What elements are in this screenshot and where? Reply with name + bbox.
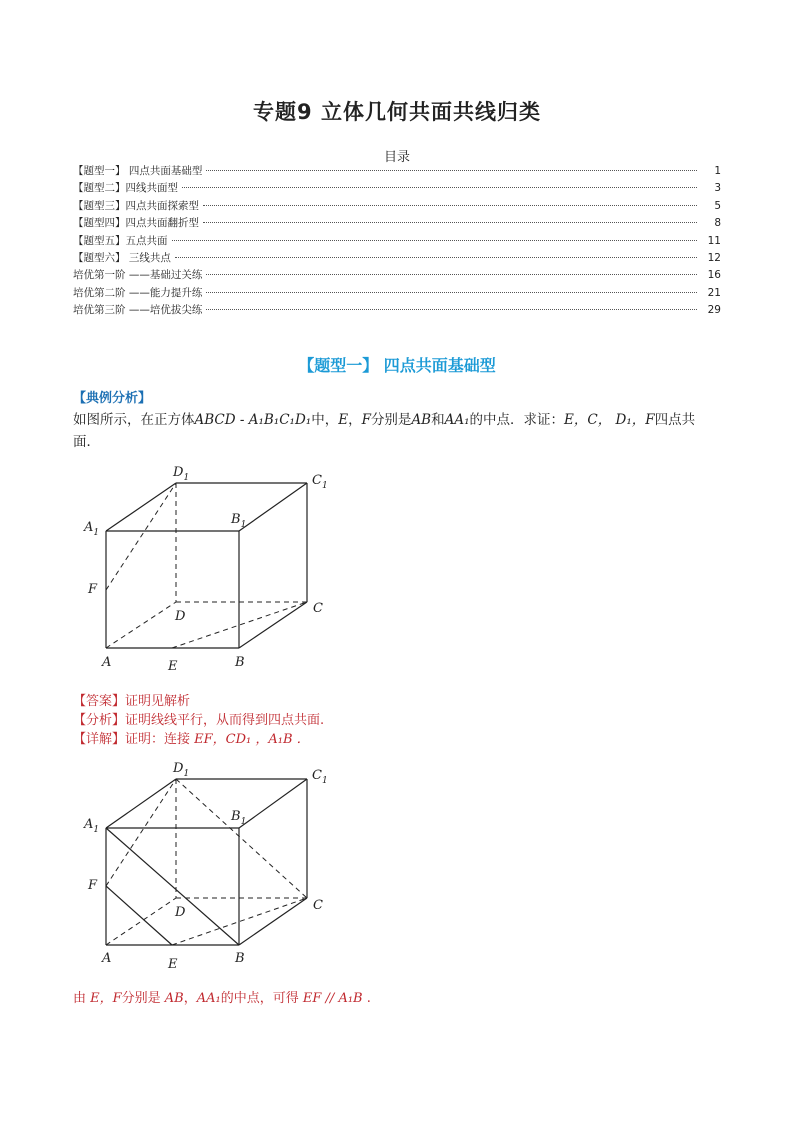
edge-a1d1 [106,779,176,828]
segment-ab: AB [164,991,184,1006]
toc-page: 3 [714,182,721,195]
toc-label: 【题型三】四点共面探索型 [73,199,199,212]
label-e: E [168,659,178,674]
toc-page: 21 [707,286,721,299]
edge-b1c1 [239,779,307,828]
example-heading: 【典例分析】 [73,391,152,406]
point-f: F [361,412,371,428]
toc-row[interactable] [73,180,721,197]
toc-page: 29 [707,304,721,317]
problem-statement [73,409,713,453]
label-b: B [235,951,245,966]
hidden-edge-ad [106,898,176,945]
detail-line [73,728,310,747]
conclusion-text: ， [183,991,197,1006]
segment-a1b [106,828,239,945]
table-of-contents [73,163,721,320]
toc-label: 培优第三阶 ——培优拔尖练 [73,304,203,317]
problem-text: 的中点．求证： [469,412,565,428]
cube-name: ABCD - A₁B₁C₁D₁ [194,412,312,428]
label-c1: $C_1$ [312,473,328,491]
conclusion-text: 分别是 [121,991,165,1006]
label-b: B [235,655,245,670]
edge-b1c1 [239,483,307,531]
label-d1: $D_1$ [173,465,190,483]
detail-items: EF，CD₁ ，A₁B ． [194,732,310,747]
toc-page: 16 [707,269,721,282]
toc-page: 12 [707,251,721,264]
toc-page: 5 [714,199,721,212]
page-title: 专题9 立体几何共面共线归类 [253,100,541,124]
parallel-relation: EF // A₁B [302,991,363,1006]
cube-diagram [82,460,342,680]
toc-leader [203,205,697,206]
toc-row[interactable] [73,267,721,284]
dashed-fd1 [106,779,176,886]
problem-text: 四点共 [654,412,696,428]
label-c: C [313,601,323,616]
answer-text: 证明见解析 [125,694,191,709]
segment-aa1: AA₁ [196,991,221,1006]
answer-line [73,690,190,709]
conclusion-line [73,987,371,1006]
toc-row[interactable] [73,302,721,319]
analysis-text: 证明线线平行，从而得到四点共面. [125,713,325,728]
label-a: A [102,951,112,966]
label-a1: $A_1$ [84,817,100,835]
toc-label: 培优第二阶 ——能力提升练 [73,286,203,299]
segment-ef [106,886,172,945]
dashed-fd1 [106,483,176,590]
analysis-line [73,709,324,728]
edge-a1d1 [106,483,176,531]
problem-text: 分别是 [370,412,412,428]
label-d1: $D_1$ [173,761,190,779]
toc-leader [206,292,697,293]
analysis-tag: 【分析】 [73,713,126,728]
toc-leader [206,309,697,310]
toc-leader [172,240,698,241]
toc-label: 【题型五】五点共面 [73,234,168,247]
toc-page: 1 [714,165,721,177]
detail-tag: 【详解】 [73,732,126,747]
problem-text: ， [348,412,362,428]
label-a: A [102,655,112,670]
conclusion-text: 由 [73,991,91,1006]
problem-text: 和 [431,412,445,428]
toc-label: 【题型二】四线共面型 [73,182,178,195]
edge-bc [239,602,307,648]
problem-text: 如图所示，在正方体 [73,412,195,428]
toc-row[interactable] [73,233,721,250]
label-d: D [175,609,186,624]
label-f: F [88,582,98,597]
cube-figure-2 [82,755,342,979]
points-list: E，C， D₁，F [564,412,655,428]
toc-page: 11 [707,234,721,247]
section-heading: 【题型一】 四点共面基础型 [298,356,496,375]
toc-leader [206,274,697,275]
label-d: D [175,905,186,920]
conclusion-text: 的中点，可得 [220,991,303,1006]
dashed-cd1 [176,779,307,898]
toc-label: 培优第一阶 ——基础过关练 [73,269,203,282]
conclusion-text: . [362,991,371,1006]
edge-bc [239,898,307,945]
label-c: C [313,898,323,913]
hidden-edge-ad [106,602,176,648]
segment-aa1: AA₁ [444,412,470,428]
label-f: F [88,878,98,893]
toc-row[interactable] [73,163,721,180]
label-c1: $C_1$ [312,768,328,786]
toc-label: 【题型一】 四点共面基础型 [73,165,203,177]
cube-figure-1 [82,460,342,684]
segment-ab: AB [411,412,432,428]
toc-label: 【题型六】 三线共点 [73,251,171,264]
label-b1: $B_1$ [231,512,247,530]
toc-row[interactable] [73,285,721,302]
toc-leader [203,222,697,223]
answer-tag: 【答案】 [73,694,126,709]
toc-leader [182,187,697,188]
toc-leader [206,170,697,171]
toc-leader [175,257,697,258]
toc-row[interactable] [73,215,721,232]
detail-text: 证明：连接 [125,732,195,747]
problem-text: 面． [73,434,100,450]
label-a1: $A_1$ [84,520,100,538]
cube-diagram [82,755,342,975]
points-ef: E，F [90,991,122,1006]
toc-heading: 目录 [383,150,410,165]
label-b1: $B_1$ [231,809,247,827]
toc-label: 【题型四】四点共面翻折型 [73,217,199,230]
problem-text: 中， [311,412,339,428]
toc-page: 8 [714,217,721,230]
toc-row[interactable] [73,250,721,267]
point-e: E [338,412,349,428]
toc-row[interactable] [73,198,721,215]
label-e: E [168,957,178,972]
